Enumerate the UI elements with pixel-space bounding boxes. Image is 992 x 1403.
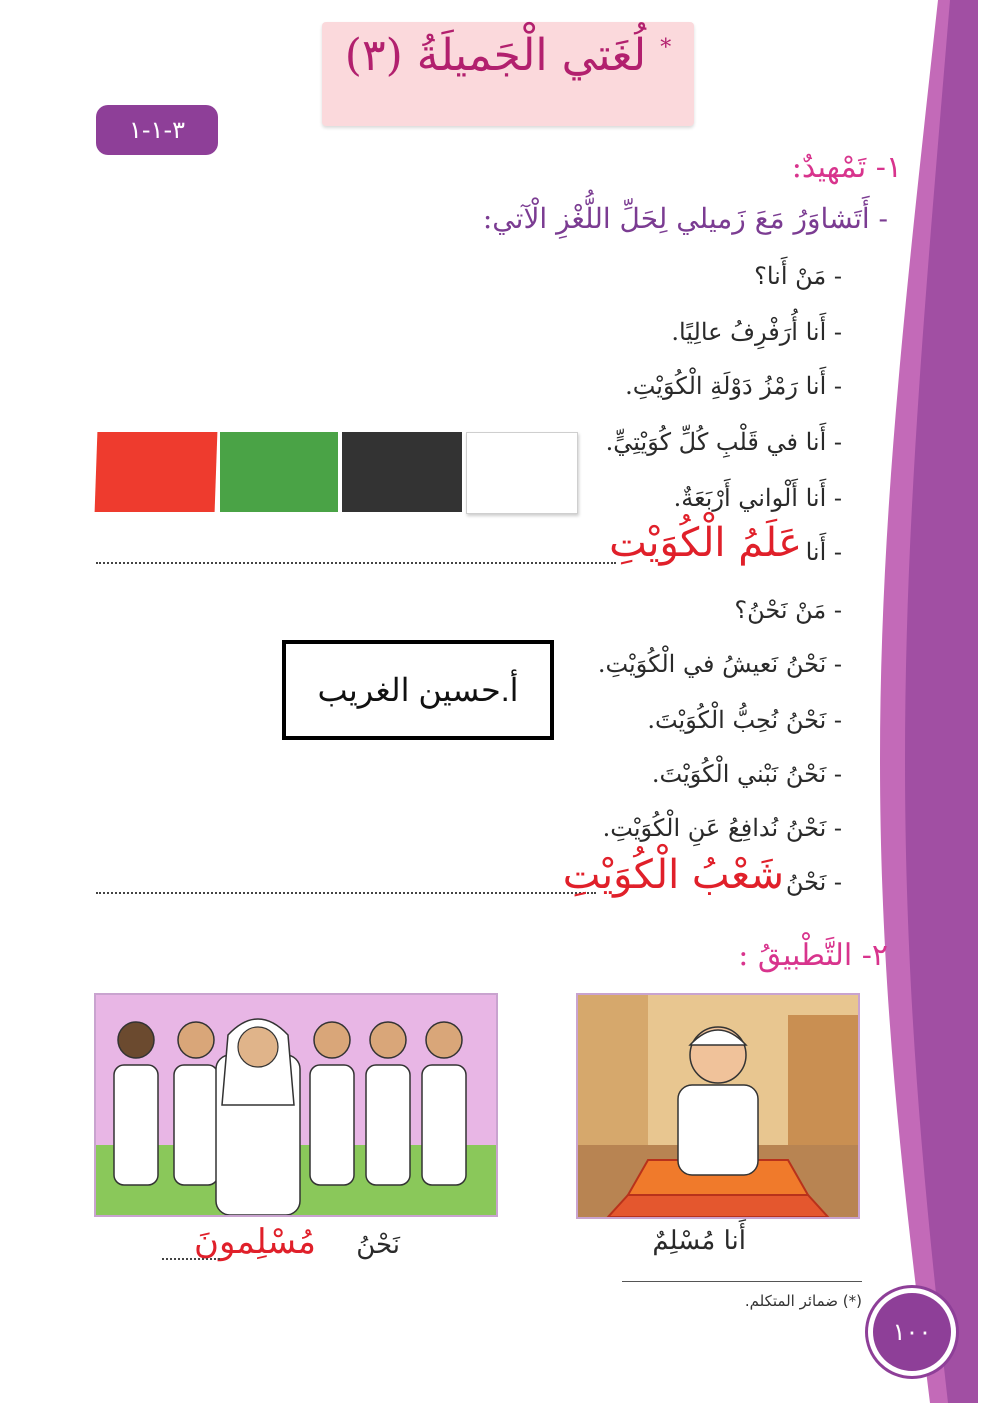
page-number: ١٠٠	[868, 1288, 956, 1376]
footnote: (*) ضمائر المتكلم.	[744, 1292, 862, 1310]
section2-heading: ٢- التَّطْبيقُ :	[738, 938, 888, 973]
teacher-name-box: أ.حسين الغريب	[282, 640, 554, 740]
boy-prayer-drawing	[578, 995, 858, 1217]
flag-color-green	[220, 432, 338, 512]
page-title	[322, 30, 694, 81]
answer1-handwritten: عَلَمُ الْكُوَيْتِ	[609, 520, 802, 566]
riddle2-line: - نَحْنُ نَبْني الْكُوَيْتَ.	[651, 760, 842, 788]
riddle2-line: - نَحْنُ نُحِبُّ الْكُوَيْتَ.	[647, 706, 842, 734]
riddle2-line: - نَحْنُ نَعيشُ في الْكُوَيْتِ.	[597, 650, 842, 678]
answer1-prefix: - أَنا	[805, 538, 842, 566]
riddle1-line: - أَنا رَمْزُ دَوْلَةِ الْكُوَيْتِ.	[625, 372, 842, 400]
group-prayer-illustration	[94, 993, 498, 1217]
lesson-code-badge: ٣-١-١	[96, 105, 218, 155]
riddle1-line: - أَنا في قَلْبِ كُلِّ كُوَيْتِيٍّ.	[605, 428, 842, 456]
caption-left-answer: مُسْلِمونَ	[194, 1222, 316, 1262]
answer2-dotted-line	[96, 892, 596, 894]
caption-left-dots	[162, 1258, 220, 1260]
flag-color-black	[342, 432, 462, 512]
title-star: *	[660, 35, 672, 61]
riddle2-line: - نَحْنُ نُدافِعُ عَنِ الْكُوَيْتِ.	[602, 814, 842, 842]
riddle1-line: - أَنا أُرَفْرِفُ عالِيًا.	[671, 318, 842, 346]
section1-instruction: - أَتَشاوَرُ مَعَ زَميلي لِحَلِّ اللُّغْزِ الْآتي:	[482, 202, 888, 235]
answer2-handwritten: شَعْبُ الْكُوَيْتِ	[562, 852, 784, 898]
title-label: لُغَتي الْجَميلَةُ (٣)	[344, 30, 647, 81]
riddle1-line: - مَنْ أَنا؟	[754, 262, 842, 290]
flag-color-white	[466, 432, 578, 514]
footnote-rule	[622, 1281, 862, 1282]
boy-prayer-illustration	[576, 993, 860, 1219]
group-prayer-drawing	[96, 995, 496, 1215]
answer1-dotted-line	[96, 562, 616, 564]
riddle1-line: - أَنا أَلْواني أَرْبَعَةٌ.	[673, 484, 842, 512]
riddle2-line: - مَنْ نَحْنُ؟	[734, 596, 842, 624]
flag-color-red	[95, 432, 218, 512]
caption-left-prefix: نَحْنُ	[356, 1230, 400, 1260]
section1-heading: ١- تَمْهيدٌ:	[791, 150, 902, 185]
caption-right: أَنا مُسْلِمٌ	[652, 1226, 746, 1256]
answer2-prefix: - نَحْنُ	[785, 868, 842, 896]
